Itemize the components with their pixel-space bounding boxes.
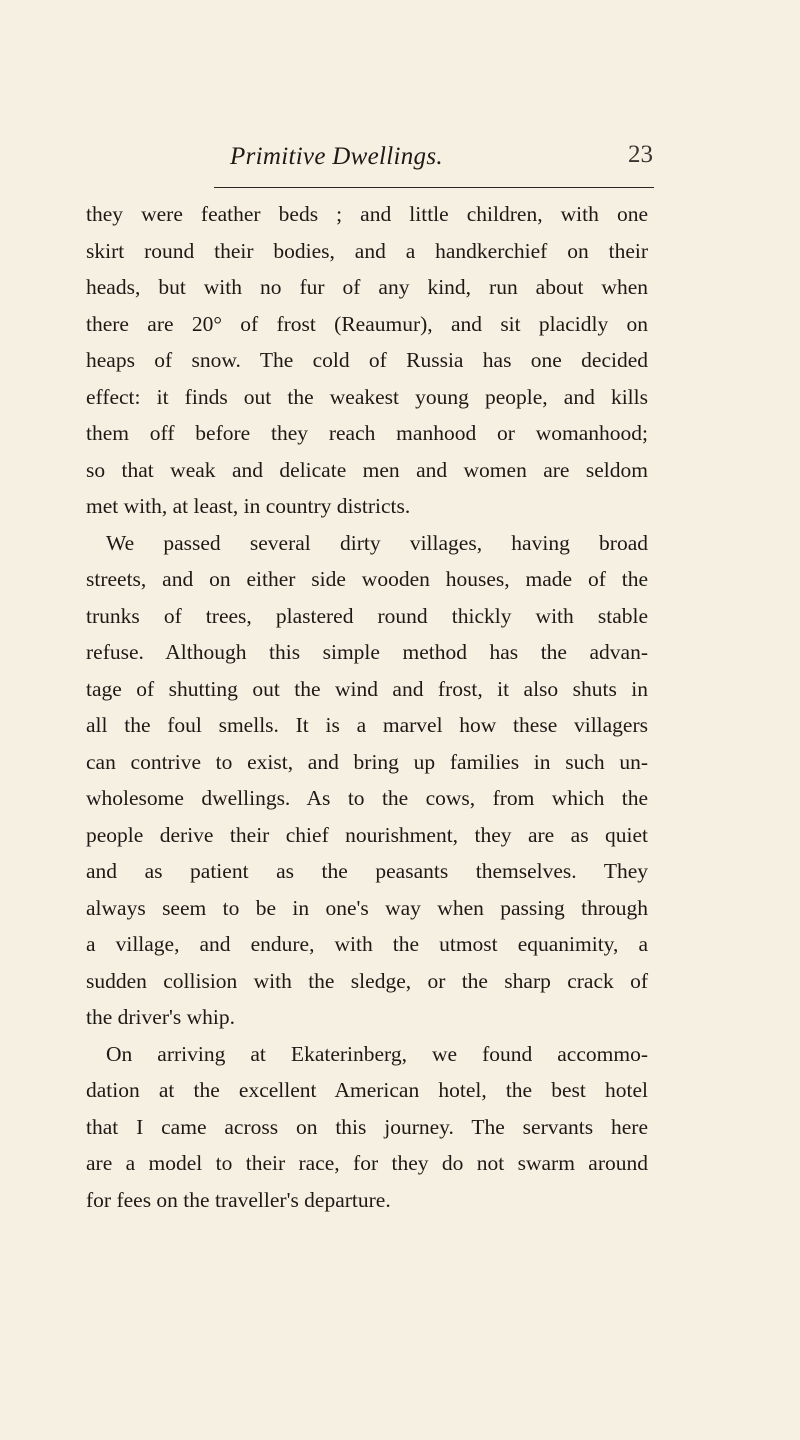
text-line: all the foul smells. It is a marvel how these villagers: [86, 713, 648, 737]
text-line: them off before they reach manhood or womanhood;: [86, 421, 648, 445]
body-text: [86, 196, 648, 1218]
text-line: trunks of trees, plastered round thickly with stable: [86, 603, 648, 628]
header-rule: [214, 187, 654, 188]
page-number: 23: [628, 141, 653, 168]
text-line: refuse. Although this simple method has the advan-: [86, 640, 648, 664]
text-line: are a model to their race, for they do not swarm around: [86, 1151, 648, 1175]
text-line: people derive their chief nourishment, they are as quiet: [86, 822, 648, 847]
text-line: there are 20° of frost (Reaumur), and sit placidly on: [86, 311, 648, 336]
text-line: We passed several dirty villages, having broad: [106, 530, 648, 555]
text-line: skirt round their bodies, and a handkerchief on their: [86, 238, 648, 263]
text-line: sudden collision with the sledge, or the sharp crack of: [86, 968, 648, 993]
text-line: always seem to be in one's way when passing through: [86, 895, 648, 920]
text-line: effect: it finds out the weakest young people, and kills: [86, 384, 648, 409]
text-line: can contrive to exist, and bring up families in such un-: [86, 749, 648, 774]
text-line: for fees on the traveller's departure.: [86, 1187, 391, 1212]
text-line: wholesome dwellings. As to the cows, from which the: [86, 786, 648, 810]
text-line: heads, but with no fur of any kind, run about when: [86, 275, 648, 299]
text-line: tage of shutting out the wind and frost, it also shuts in: [86, 676, 648, 701]
running-head: Primitive Dwellings.: [230, 143, 443, 170]
text-line: so that weak and delicate men and women are seldom: [86, 457, 648, 482]
text-line: heaps of snow. The cold of Russia has one decided: [86, 348, 648, 372]
text-line: a village, and endure, with the utmost equanimity, a: [86, 932, 648, 956]
text-line: met with, at least, in country districts.: [86, 494, 411, 518]
text-line: streets, and on either side wooden houses, made of the: [86, 567, 648, 591]
text-line: dation at the excellent American hotel, the best hotel: [86, 1078, 648, 1102]
text-line: they were feather beds ; and little children, with one: [86, 202, 648, 226]
text-line: that I came across on this journey. The servants here: [86, 1114, 648, 1139]
text-line: On arriving at Ekaterinberg, we found accommo-: [106, 1041, 648, 1066]
text-line: the driver's whip.: [86, 1005, 235, 1029]
text-line: and as patient as the peasants themselves. They: [86, 859, 648, 883]
